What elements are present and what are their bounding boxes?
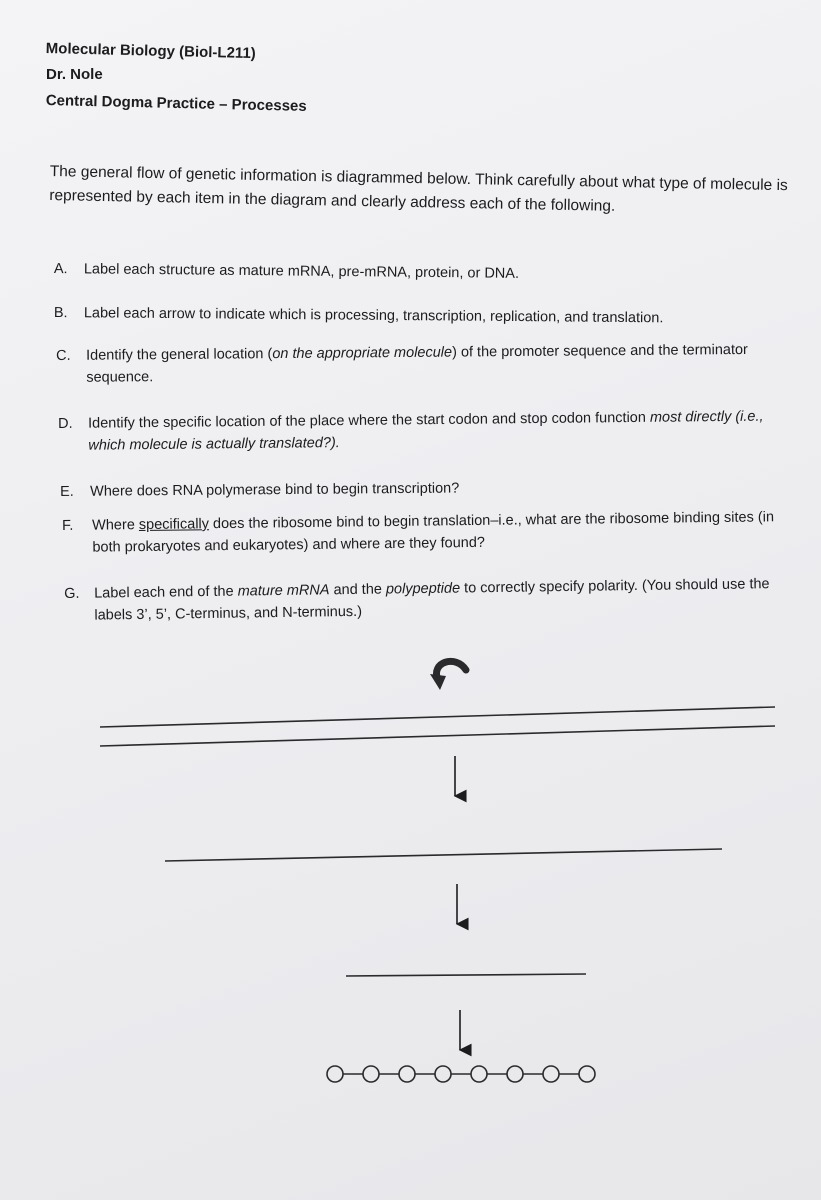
question-text-emphasis: polypeptide xyxy=(385,580,461,598)
question-letter: B. xyxy=(53,304,68,322)
amino-acid-bead-icon xyxy=(399,1066,415,1082)
rna-line-long xyxy=(165,849,722,861)
question-text-part: Label each end of the xyxy=(94,583,238,602)
question-text xyxy=(86,339,776,389)
question-text: Label each arrow to indicate which is processing, transcription, replication, and translation. xyxy=(83,305,664,327)
question-letter: E. xyxy=(60,483,74,500)
question-letter: C. xyxy=(56,347,71,364)
question-text-part: ) of the promoter sequence and the terminator sequence. xyxy=(86,341,748,386)
amino-acid-bead-icon xyxy=(579,1066,595,1082)
dna-strand-top xyxy=(100,707,775,727)
question-f xyxy=(62,506,804,559)
amino-acid-bead-icon xyxy=(471,1066,487,1082)
question-text xyxy=(92,506,804,559)
question-letter: D. xyxy=(58,415,73,432)
amino-acid-bead-icon xyxy=(543,1066,559,1082)
question-text-part: Identify the general location ( xyxy=(86,346,273,364)
question-c xyxy=(56,339,776,389)
question-text-emphasis: most directly (i.e., which molecule is actually translated?). xyxy=(88,408,764,454)
question-letter: A. xyxy=(53,260,68,278)
question-text xyxy=(94,573,807,627)
question-b xyxy=(54,302,774,330)
question-text: Where does RNA polymerase bind to begin transcription? xyxy=(90,480,460,500)
amino-acid-bead-icon xyxy=(435,1066,451,1082)
rna-line-short xyxy=(346,974,586,976)
question-text xyxy=(88,405,778,456)
question-text-emphasis: mature mRNA xyxy=(237,582,330,600)
question-text-part: Identify the specific location of the place where the start codon and stop codon function xyxy=(88,409,650,432)
amino-acid-bead-icon xyxy=(363,1066,379,1082)
question-text-emphasis: on the appropriate molecule xyxy=(272,344,453,363)
question-d xyxy=(58,405,778,457)
instructor-name: Dr. Nole xyxy=(46,66,103,83)
question-a xyxy=(54,258,774,288)
circular-arrow-icon xyxy=(430,661,466,690)
question-text: Label each structure as mature mRNA, pre-mRNA, protein, or DNA. xyxy=(83,261,520,282)
polypeptide-chain xyxy=(327,1066,595,1082)
dna-strand-bottom xyxy=(100,726,775,746)
question-e xyxy=(60,475,780,503)
worksheet-title: Central Dogma Practice – Processes xyxy=(45,92,307,115)
question-letter: G. xyxy=(64,585,80,602)
amino-acid-bead-icon xyxy=(507,1066,523,1082)
question-text-part: to correctly specify polarity. (You should use the labels 3’, 5’, C-terminus, and N-terminus.) xyxy=(94,576,770,624)
course-title: Molecular Biology (Biol-L211) xyxy=(45,40,256,63)
question-g xyxy=(64,573,807,627)
question-text-underlined: specifically xyxy=(138,516,210,534)
question-text-part: and the xyxy=(329,581,387,599)
question-text-part: Where xyxy=(92,517,139,534)
central-dogma-diagram xyxy=(0,640,821,1110)
amino-acid-bead-icon xyxy=(327,1066,343,1082)
question-text-part: does the ribosome bind to begin translation–i.e., what are the ribosome binding sites (in both prokaryotes and eukaryotes) and where are they found? xyxy=(92,509,775,556)
question-letter: F. xyxy=(62,517,74,534)
instructions-paragraph: The general flow of genetic information is diagrammed below. Think carefully about what type of molecule is represented by each item in the diagram and clearly address each of the following. xyxy=(49,162,788,215)
